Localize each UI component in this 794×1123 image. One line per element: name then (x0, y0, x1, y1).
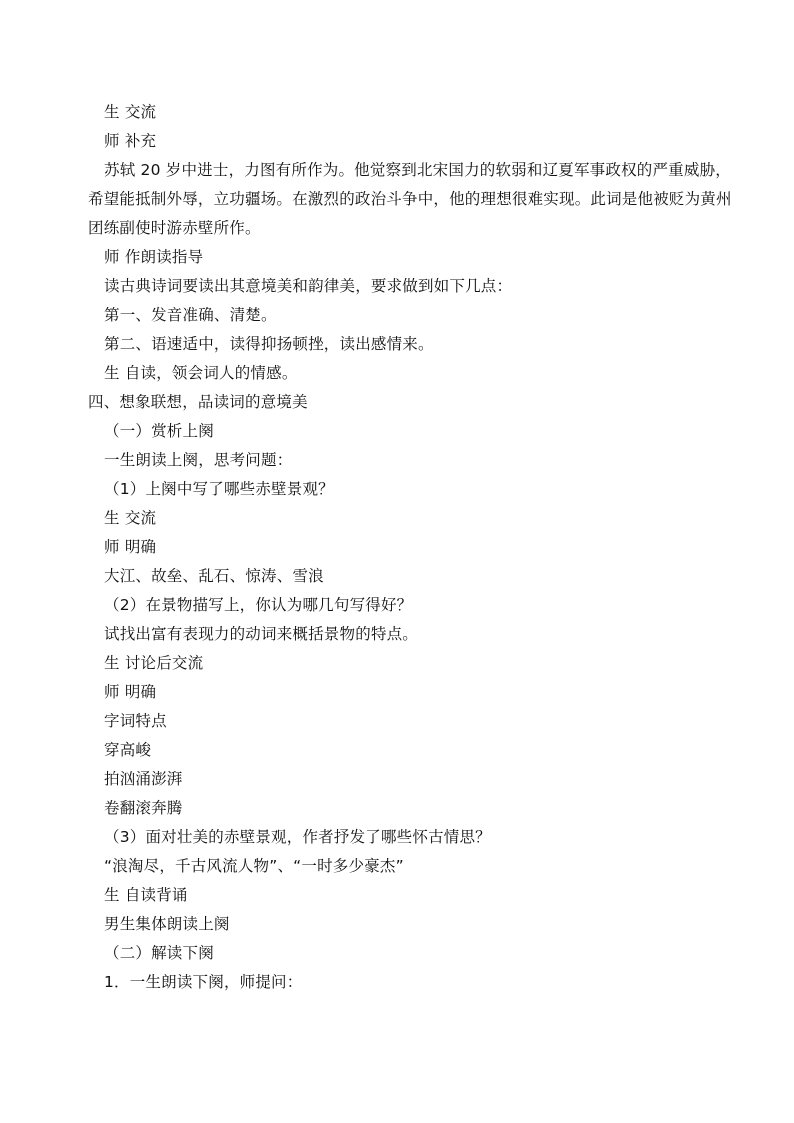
subsection-one-heading: （一）赏析上阕 (104, 422, 214, 440)
background-paragraph-line-3: 团练副使时游赤壁所作。 (88, 219, 261, 237)
word-features-header: 字词特点 (104, 712, 167, 730)
student-exchange-line-2: 生 交流 (104, 509, 157, 527)
student-recite-line: 生 自读背诵 (104, 886, 188, 904)
scenery-list-line: 大江、故垒、乱石、惊涛、雪浪 (104, 567, 324, 585)
reading-requirements-line: 读古典诗词要读出其意境美和韵律美，要求做到如下几点： (104, 277, 513, 295)
step-one-line: 1．一生朗读下阕，师提问： (104, 973, 303, 991)
teacher-reading-guidance-line: 师 作朗读指导 (104, 248, 204, 266)
word-feature-juan: 卷翻滚奔腾 (104, 799, 183, 817)
verb-task-line: 试找出富有表现力的动词来概括景物的特点。 (104, 625, 419, 643)
question-one-line: （1）上阕中写了哪些赤壁景观？ (104, 480, 334, 498)
requirement-one-line: 第一、发音准确、清楚。 (104, 306, 277, 324)
background-paragraph-line-2: 希望能抵制外辱，立功疆场。在激烈的政治斗争中，他的理想很难实现。此词是他被贬为黄州 (88, 190, 732, 208)
question-three-line: （3）面对壮美的赤壁景观，作者抒发了哪些怀古情思？ (104, 828, 491, 846)
section-four-heading: 四、想象联想，品读词的意境美 (88, 393, 308, 411)
word-feature-pai: 拍汹涌澎湃 (104, 770, 183, 788)
question-two-line: （2）在景物描写上，你认为哪几句写得好？ (104, 596, 413, 614)
student-exchange-line: 生 交流 (104, 103, 157, 121)
boys-read-line: 男生集体朗读上阕 (104, 915, 230, 933)
quote-line: “浪淘尽，千古风流人物”、“一时多少豪杰” (104, 857, 404, 875)
requirement-two-line: 第二、语速适中，读得抑扬顿挫，读出感情来。 (104, 335, 434, 353)
teacher-supplement-line: 师 补充 (104, 132, 157, 150)
word-feature-chuan: 穿高峻 (104, 741, 152, 759)
student-reads-upper-line: 一生朗读上阕，思考问题： (104, 451, 293, 469)
background-paragraph-line-1: 苏轼 20 岁中进士，力图有所作为。他觉察到北宋国力的软弱和辽夏军事政权的严重威胁， (104, 161, 731, 179)
teacher-clarify-line-2: 师 明确 (104, 683, 157, 701)
subsection-two-heading: （二）解读下阕 (104, 944, 214, 962)
student-discuss-line: 生 讨论后交流 (104, 654, 204, 672)
student-self-reading-line: 生 自读，领会词人的情感。 (104, 364, 298, 382)
teacher-clarify-line: 师 明确 (104, 538, 157, 556)
